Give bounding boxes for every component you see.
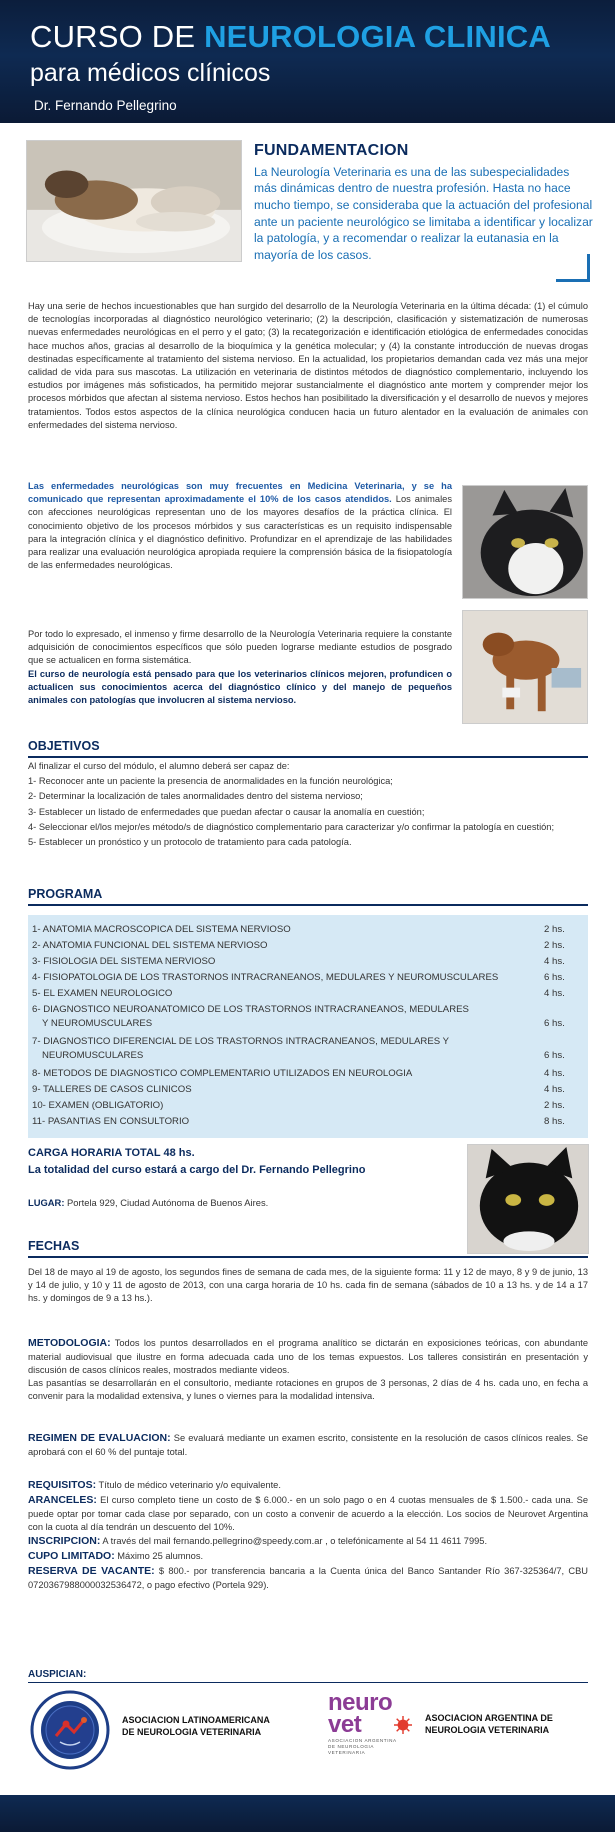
frequency-text: Los animales con afecciones neurológicas representan uno de los mayores desafíos de la práctica clínica. El conocimiento objetivo de los procesos mórbidos y sus características es un requisito indispensable para la integración clínica y el diagnóstico definitivo. Profundizar en el aprendizaje de las habilidades para realizar una evaluación neurológica apropiada requiere la comprensión básica de la fisiopatología de las enfermedades neurológicas. [28,494,452,571]
programa-row [32,1115,584,1129]
programa-row-label-cont: NEUROMUSCULARES [42,1049,144,1061]
info-block [28,1478,588,1592]
evaluacion-text: Se evaluará mediante un examen escrito, consistente en la resolución de casos clínicos reales. Se aprobará con el 60 % del puntaje total. [28,1433,588,1457]
programa-rule [28,904,588,906]
programa-table [28,915,588,1138]
programa-row-hours: 2 hs. [544,1100,565,1111]
course-purpose: El curso de neurología está pensado para que los veterinarios clínicos mejoren, profundicen o actualicen sus conocimientos acerca del diagnóstico clínico y del manejo de pequeños animales con patologías que involucren al sistema nervioso. [28,668,452,705]
programa-heading: PROGRAMA [28,887,103,901]
carga-docente: La totalidad del curso estará a cargo del Dr. Fernando Pellegrino [28,1164,366,1176]
programa-row-label: 9- TALLERES DE CASOS CLINICOS [32,1084,192,1095]
corner-bracket [556,254,590,282]
programa-row-hours: 6 hs. [544,972,565,983]
programa-row-hours: 4 hs. [544,1084,565,1095]
neurovet-star-icon [394,1716,412,1734]
programa-row [32,1003,584,1030]
evaluacion [28,1431,588,1459]
programa-row [32,939,584,953]
requisitos-text: Título de médico veterinario y/o equivalente. [96,1480,281,1490]
objetivos-heading: OBJETIVOS [28,739,100,753]
carga-total: CARGA HORARIA TOTAL 48 hs. [28,1147,195,1159]
programa-row-hours: 4 hs. [544,988,565,999]
programa-row [32,923,584,937]
small-dog-photo [462,610,588,724]
course-author: Dr. Fernando Pellegrino [34,98,177,113]
auspician-rule [28,1682,588,1683]
fechas-heading: FECHAS [28,1239,80,1253]
inscripcion-text: A través del mail fernando.pellegrino@speedy.com.ar , o telefónicamente al 54 11 4611 7995. [100,1536,488,1547]
reserva-text: $ 800.- por transferencia bancaria a la Cuenta única del Banco Santander Río 367-325364/7, CBU 0720367988000032536472, o pago efectivo (Portela 929). [28,1566,588,1590]
cat-photo [462,485,588,599]
programa-row-label: 4- FISIOPATOLOGIA DE LOS TRASTORNOS INTRACRANEANOS, MEDULARES Y NEUROMUSCULARES [32,972,499,983]
alnv-seal-logo [30,1690,110,1770]
programa-row-label: 5- EL EXAMEN NEUROLOGICO [32,988,173,999]
programa-row-label: 3- FISIOLOGIA DEL SISTEMA NERVIOSO [32,956,216,967]
objetivo-item: 1- Reconocer ante un paciente la presencia de anormalidades en la función neurológica; [28,776,393,787]
metodologia-label: METODOLOGIA: [28,1337,111,1349]
fundamentacion-heading: FUNDAMENTACION [254,142,409,159]
objetivo-item: 3- Establecer un listado de enfermedades que puedan afectar o causar la anomalía en cuestión; [28,806,425,817]
course-title [30,20,551,54]
course-subtitle: para médicos clínicos [30,59,271,87]
objetivo-item: 4- Seleccionar el/los mejor/es método/s de diagnóstico complementario para caracterizar y/o confirmar la patología en cuestión; [28,821,555,832]
programa-row-hours: 2 hs. [544,940,565,951]
cupo-text: Máximo 25 alumnos. [114,1551,204,1562]
programa-row-hours: 4 hs. [544,1068,565,1079]
reserva-label: RESERVA DE VACANTE: [28,1565,155,1577]
neurovet-wordmark: neuro vet [328,1689,393,1738]
footer-band [0,1795,615,1832]
requisitos-label: REQUISITOS: [28,1479,97,1491]
frequency-highlight: Las enfermedades neurológicas son muy frecuentes en Medicina Veterinaria, y se ha comunicado que representan aproximadamente el 10% de los casos atendidos. [28,481,452,505]
org2-name: ASOCIACION ARGENTINA DE NEUROLOGIA VETERINARIA [425,1713,553,1736]
title-highlight: NEUROLOGIA CLINICA [204,19,551,54]
objetivos-rule [28,756,588,758]
programa-row-label: 2- ANATOMIA FUNCIONAL DEL SISTEMA NERVIOSO [32,940,268,951]
metodologia [28,1336,588,1404]
programa-row-hours: 6 hs. [544,1018,565,1029]
programa-row [32,1067,584,1081]
metodologia-text2: Las pasantías se desarrollarán en el consultorio, mediante rotaciones en grupos de 3 personas, 2 días de 4 hs. cada uno, en fecha a convenir para la modalidad extensiva, y lunes o viernes para la modalidad intensiva. [28,1378,588,1402]
auspician-heading: AUSPICIAN: [28,1669,87,1680]
programa-row-hours: 6 hs. [544,1050,565,1061]
title-prefix: CURSO DE [30,19,196,54]
programa-row-hours: 2 hs. [544,924,565,935]
programa-row-label: 8- METODOS DE DIAGNOSTICO COMPLEMENTARIO UTILIZADOS EN NEUROLOGIA [32,1068,413,1079]
conclusion-paragraph [28,628,452,707]
fechas-text: Del 18 de mayo al 19 de agosto, los segundos fines de semana de cada mes, de la siguiente forma: 11 y 12 de mayo, 8 y 9 de junio, 13 y 14 de julio, y 10 y 11 de agosto de 2013, con una carga horaria de 10 hs. cada fin de semana (sábados de 10 a 13 hs. y de 14 a 17 hs. y domingos de 9 a 13 hs.). [28,1267,588,1304]
lugar-value: Portela 929, Ciudad Autónoma de Buenos Aires. [64,1197,269,1208]
cupo-label: CUPO LIMITADO: [28,1550,115,1563]
programa-row [32,987,584,1001]
objetivo-item: 2- Determinar la localización de tales anormalidades dentro del sistema nervioso; [28,791,363,802]
black-cat-photo [467,1144,589,1254]
programa-row [32,1035,584,1062]
programa-row-hours: 8 hs. [544,1116,565,1127]
programa-row [32,1099,584,1113]
fechas-rule [28,1256,588,1258]
programa-row-label-cont: Y NEUROMUSCULARES [42,1017,153,1029]
header-banner [0,0,615,123]
programa-row-hours: 4 hs. [544,956,565,967]
lugar-label: LUGAR: [28,1197,65,1208]
programa-row [32,1083,584,1097]
programa-row-label: 10- EXAMEN (OBLIGATORIO) [32,1100,164,1111]
programa-row-label: 11- PASANTIAS EN CONSULTORIO [32,1116,190,1127]
dog-photo [26,140,242,262]
fundamentacion-box [254,140,594,285]
lugar [28,1196,268,1209]
inscripcion-label: INSCRIPCION: [28,1535,101,1548]
programa-row-label: 1- ANATOMIA MACROSCOPICA DEL SISTEMA NERVIOSO [32,924,291,935]
aranceles-text: El curso completo tiene un costo de $ 6.000.- en un solo pago o en 4 cuotas mensuales de $ 1.500.- cada una. Se puede optar por tomar cada clase por separado, con un costo a convenir de acuerdo a la elección. Los socios de Neurovet Argentina con la cuota al día tendrán un descuento del 10%. [28,1494,588,1532]
programa-row-label: 7- DIAGNOSTICO DIFERENCIAL DE LOS TRASTORNOS INTRACRANEANOS, MEDULARES Y [32,1036,450,1047]
programa-row [32,971,584,985]
programa-row [32,955,584,969]
org1-name: ASOCIACION LATINOAMERICANA DE NEUROLOGIA VETERINARIA [122,1715,270,1738]
objetivo-item: 5- Establecer un pronóstico y un protocolo de tratamiento para cada patología. [28,836,352,847]
objetivos-list [28,760,588,849]
intro-paragraph: Hay una serie de hechos incuestionables que han surgido del desarrollo de la Neurología Veterinaria en la última década: (1) el cúmulo de tecnologías incorporadas al diagnóstico neurológico veterinario; (2) la descripción, clasificación y sistematización de numerosas nuevas enfermedades neurológicas en el perro y el gato; (3) la recategorización e identificación etiológica de enfermedades conocidas hace muchos años, gracias al desarrollo de la bioquímica y la genética molecular; y (4) la constante introducción de nuevas drogas destinadas específicamente al tratamiento del sistema nervioso. En la actualidad, los propietarios demandan cada vez más una mejor calidad de vida para sus mascotas. La utilización en veterinaria de distintos métodos de diagnóstico complementario, incluyendo los estudios por imágenes más sofisticados, ha permitido mejorar sustancialmente el diagnóstico ante mortem y comprender mejor los procesos mórbidos que afectan al sistema nervioso. Estos hechos han posibilitado la diversificación y el desarrollo de nuevos y mejores tratamientos. Todos estos aspectos de la clínica neurológica conducen hacia un futuro alentador en la evaluación de animales con enfermedades del sistema nervioso. [28,301,588,430]
aranceles-label: ARANCELES: [28,1493,97,1506]
conclusion-text: Por todo lo expresado, el inmenso y firme desarrollo de la Neurología Veterinaria requiere la constante adquisición de conocimientos específicos que sólo pueden lograrse mediante estudios de posgrado que se actualicen en forma sistemática. [28,629,452,666]
evaluacion-label: REGIMEN DE EVALUACION: [28,1432,171,1444]
neurovet-subtitle: ASOCIACION ARGENTINA DE NEUROLOGIA VETERINARIA [328,1738,397,1755]
neurovet-logo [328,1689,422,1772]
objetivos-intro: Al finalizar el curso del módulo, el alumno deberá ser capaz de: [28,761,290,771]
metodologia-text: Todos los puntos desarrollados en el programa analítico se dictarán en exposiciones teóricas, con abundante material audiovisual que ilustre en forma adecuada cada uno de los temas expuestos. Los talleres consistirán en presentación y discusión de casos clínicos reales, mostrados mediante videos. [28,1338,588,1376]
fundamentacion-lead: La Neurología Veterinaria es una de las subespecialidades más dinámicas dentro de nuestra profesión. Hasta no hace mucho tiempo, se consideraba que la actuación del profesional ante un paciente neurológico se limitaba a identificar y localizar la patología, y a recomendar o realizar la eutanasia en la mayoría de los casos. [254,164,593,263]
frequency-paragraph [28,480,452,572]
programa-row-label: 6- DIAGNOSTICO NEUROANATOMICO DE LOS TRASTORNOS INTRACRANEANOS, MEDULARES [32,1004,469,1015]
